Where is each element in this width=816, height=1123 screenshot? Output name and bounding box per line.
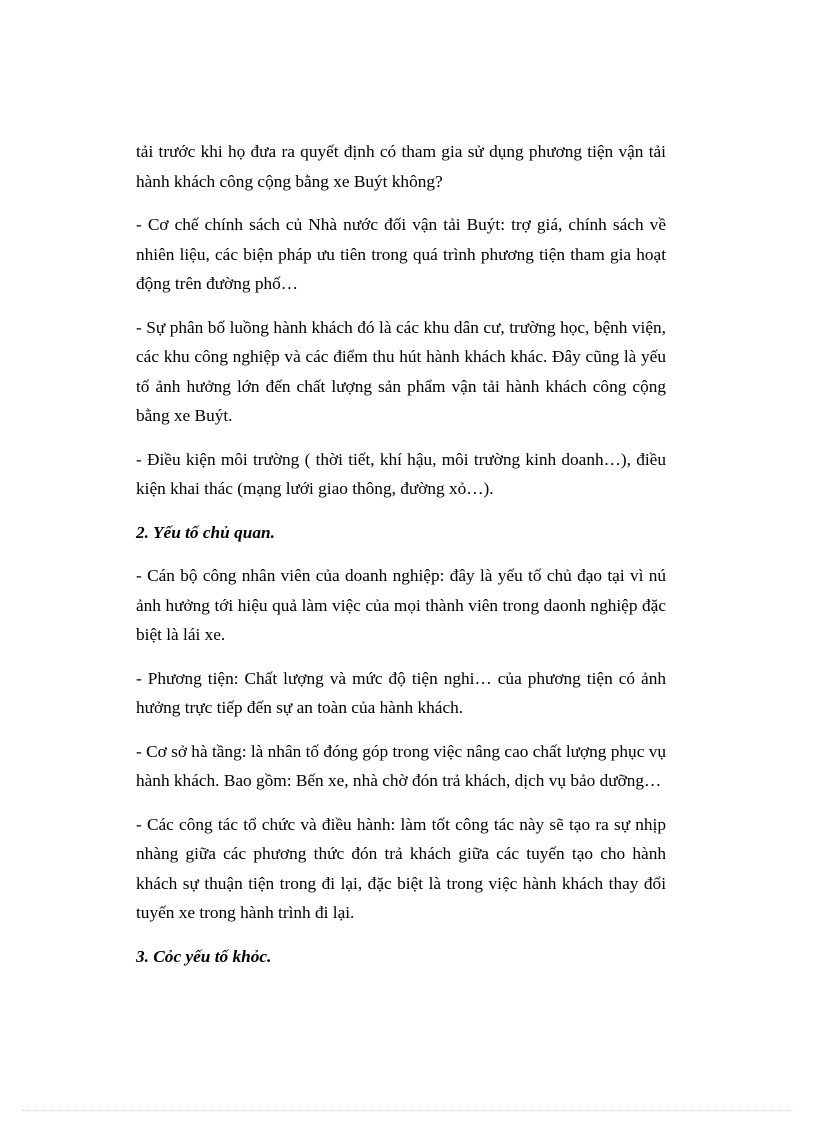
section-heading: 2. Yếu tố chủ quan. [136, 522, 275, 542]
section-heading: 3. Cỏc yếu tố khỏc. [136, 946, 272, 966]
paragraph: - Cơ sở hà tầng: là nhân tố đóng góp trong việc nâng cao chất lượng phục vụ hành khách. Bao gồm: Bến xe, nhà chờ đón trả khách, dịch vụ bảo dưỡng… [136, 741, 666, 790]
paragraph: - Cơ chế chính sách củ Nhà nước đối vận tải Buýt: trợ giá, chính sách về nhiên liệu, các biện pháp ưu tiên trong quá trình phương tiện tham gia hoạt động trên đường phố… [136, 215, 666, 293]
paragraph: - Các công tác tổ chức và điều hành: làm tốt công tác này sẽ tạo ra sự nhịp nhàng giữa các phương thức đón trả khách giữa các tuyến tạo cho hành khách sự thuận tiện trong đi lại, đặc biệt là trong việc hành khách thay đổi tuyến xe trong hành trình đi lại. [136, 814, 666, 922]
paragraph: tải trước khi họ đưa ra quyết định có tham gia sử dụng phương tiện vận tải hành khách công cộng bằng xe Buýt không? [136, 142, 666, 191]
paragraph: - Sự phân bố luồng hành khách đó là các khu dân cư, trường học, bệnh viện, các khu công nghiệp và các điểm thu hút hành khách khác. Đây cũng là yếu tố ảnh hưởng lớn đến chất lượng sản phẩm vận tải hành khách công cộng bằng xe Buýt. [136, 317, 666, 425]
paragraph: - Cán bộ công nhân viên của doanh nghiệp: đây là yếu tố chủ đạo tại vì nú ảnh hưởng tới hiệu quả làm việc của mọi thành viên trong daonh nghiệp đặc biệt là lái xe. [136, 566, 666, 644]
footer-divider [22, 1110, 794, 1111]
paragraph: - Phương tiện: Chất lượng và mức độ tiện nghi… của phương tiện có ảnh hưởng trực tiếp đến sự an toàn của hành khách. [136, 668, 666, 717]
document-body [136, 137, 666, 985]
paragraph: - Điều kiện môi trường ( thời tiết, khí hậu, môi trường kinh doanh…), điều kiện khai thác (mạng lưới giao thông, đường xỏ…). [136, 449, 666, 498]
